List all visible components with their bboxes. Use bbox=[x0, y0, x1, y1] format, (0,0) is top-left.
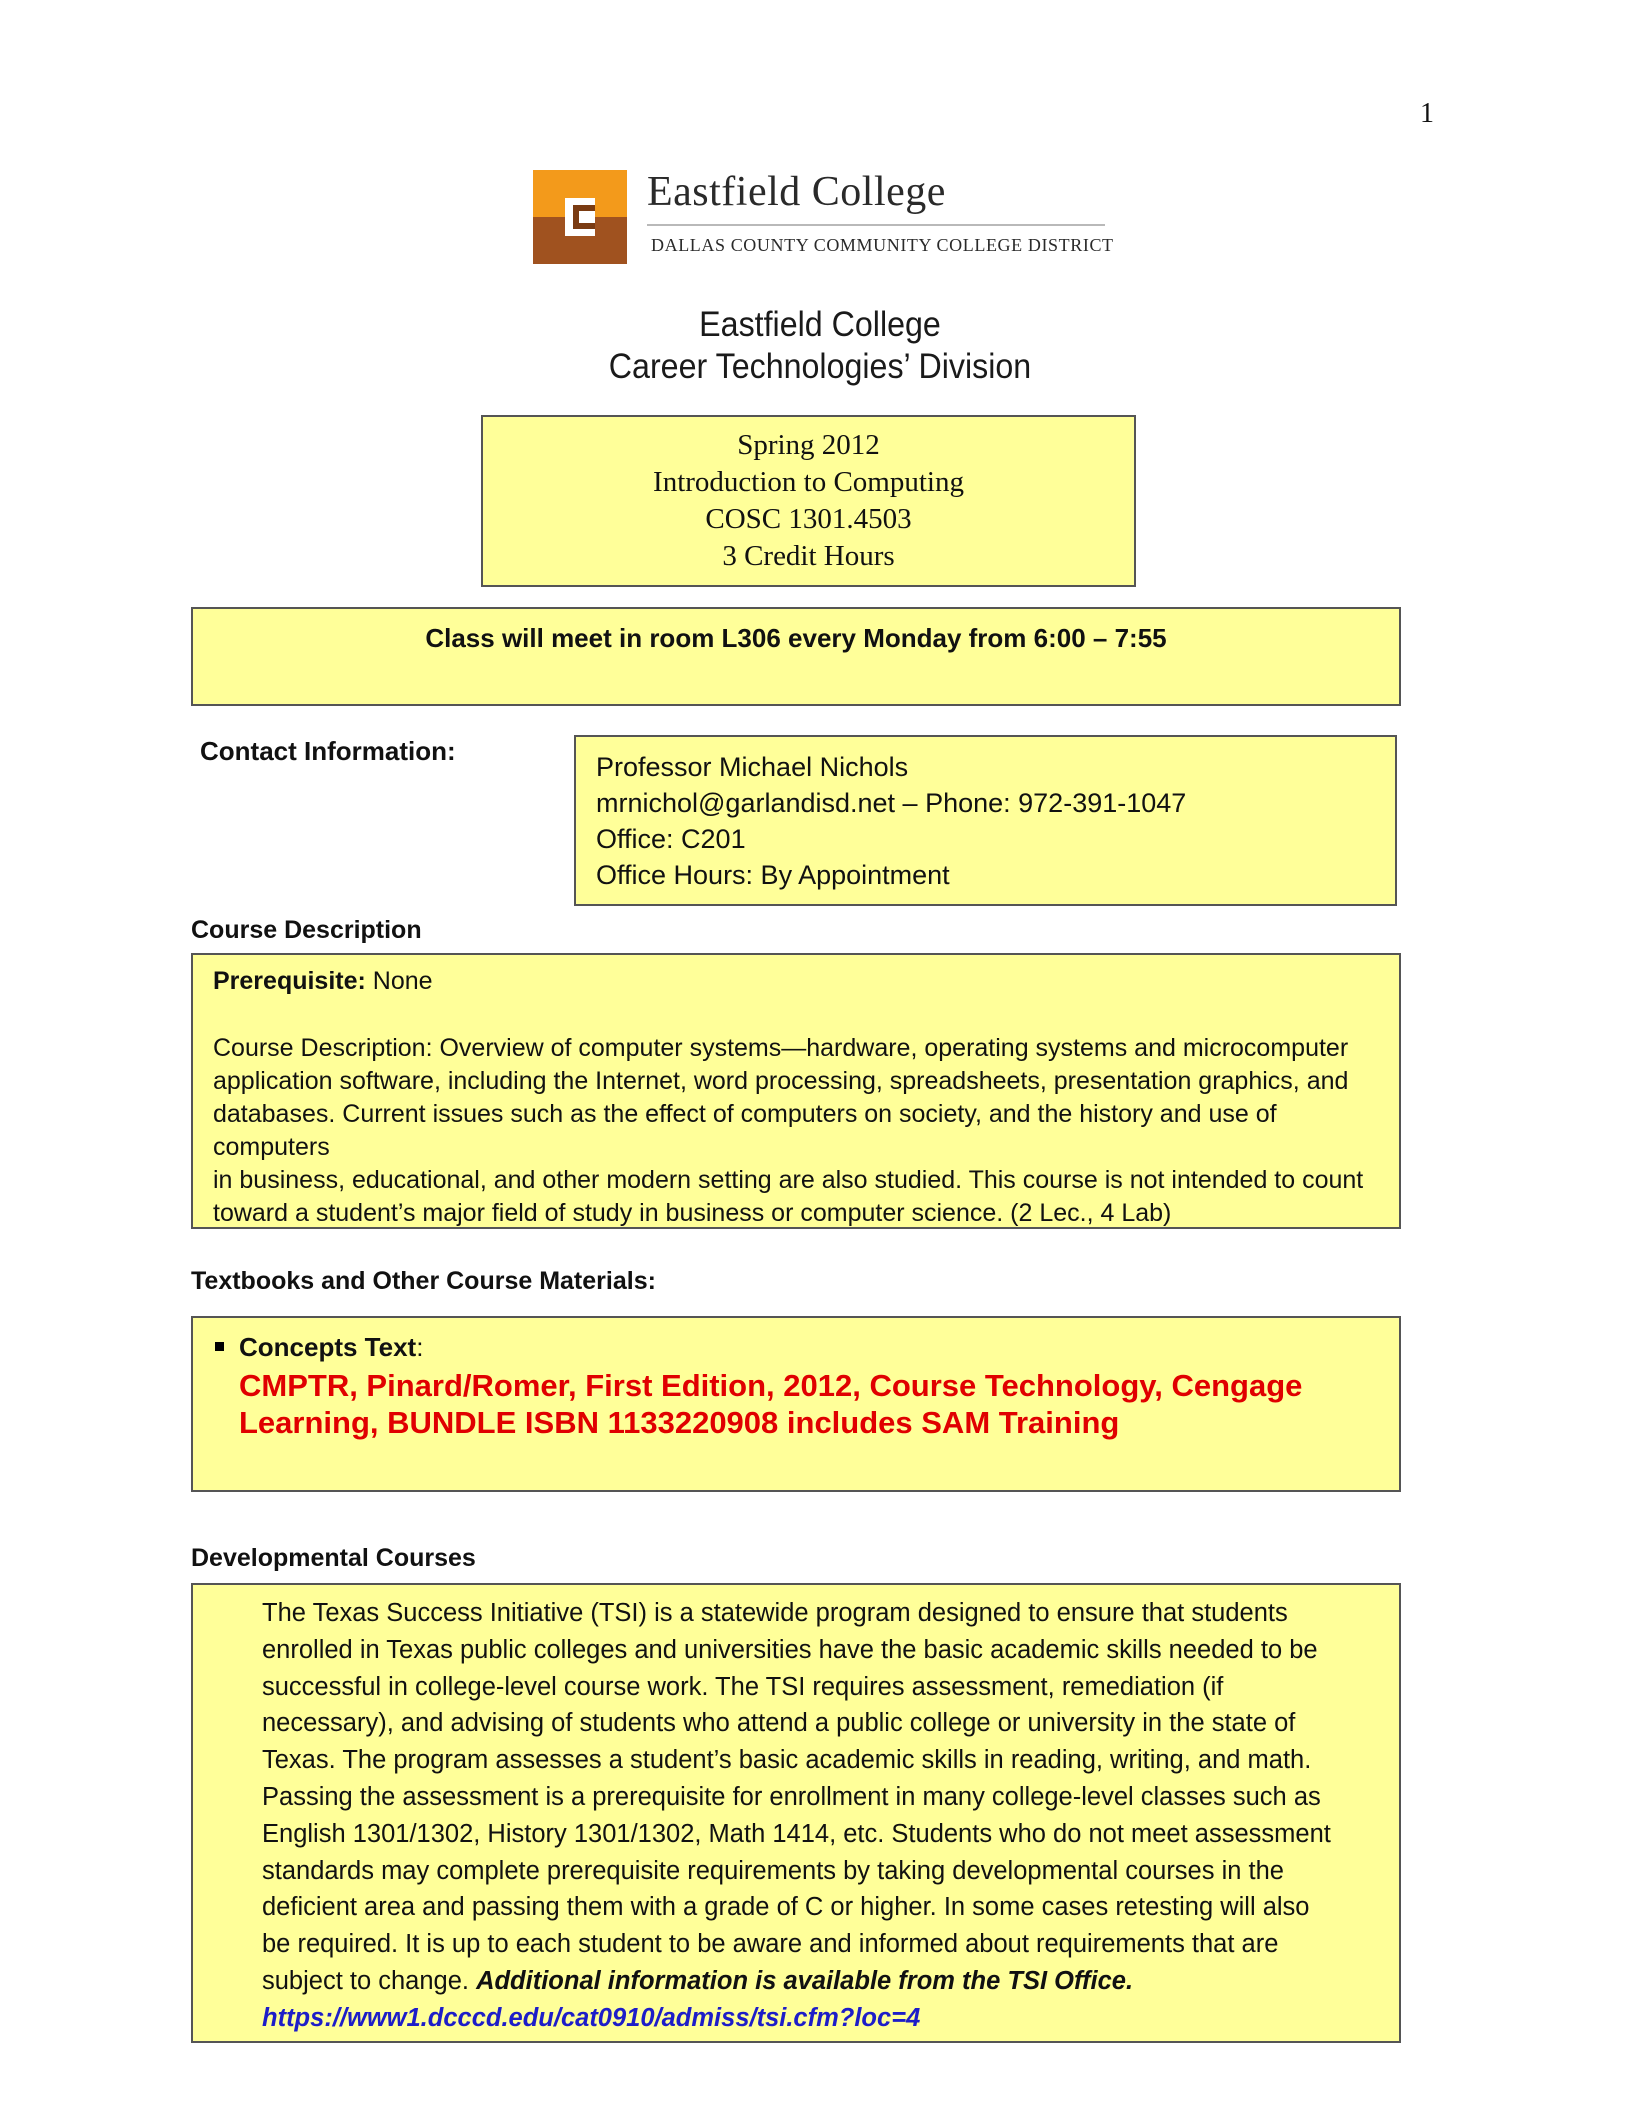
developmental-line: English 1301/1302, History 1301/1302, Math 1414, etc. Students who do not meet assessment bbox=[262, 1819, 1331, 1848]
logo-college-name: Eastfield College bbox=[647, 169, 946, 215]
eastfield-logo-icon bbox=[533, 170, 627, 264]
logo-divider bbox=[647, 224, 1105, 226]
contact-office: Office: C201 bbox=[596, 824, 746, 854]
description-line: databases. Current issues such as the effect of computers on society, and the history and use of computers bbox=[213, 1100, 1277, 1161]
developmental-line: Passing the assessment is a prerequisite for enrollment in many college-level classes such as bbox=[262, 1782, 1321, 1811]
description-line: Course Description: Overview of computer systems—hardware, operating systems and microcomputer bbox=[213, 1034, 1349, 1062]
header-college: Eastfield College bbox=[699, 305, 941, 344]
meeting-box bbox=[191, 607, 1401, 706]
course-code: COSC 1301.4503 bbox=[705, 503, 912, 535]
page-number: 1 bbox=[1420, 98, 1434, 129]
course-description-heading: Course Description bbox=[191, 916, 422, 944]
course-description-box bbox=[191, 953, 1401, 1229]
logo-district-name: DALLAS COUNTY COMMUNITY COLLEGE DISTRICT bbox=[651, 235, 1114, 255]
developmental-line: necessary), and advising of students who attend a public college or university in the state of bbox=[262, 1709, 1296, 1738]
developmental-line: be required. It is up to each student to be aware and informed about requirements that are bbox=[262, 1930, 1279, 1959]
prerequisite-value: None bbox=[365, 967, 433, 995]
developmental-line: successful in college-level course work. The TSI requires assessment, remediation (if bbox=[262, 1672, 1224, 1701]
developmental-box bbox=[191, 1583, 1401, 2043]
description-line: in business, educational, and other modern setting are also studied. This course is not intended to count bbox=[213, 1166, 1364, 1194]
textbooks-heading: Textbooks and Other Course Materials: bbox=[191, 1267, 656, 1295]
contact-label: Contact Information: bbox=[200, 736, 456, 766]
textbook-line: CMPTR, Pinard/Romer, First Edition, 2012, Course Technology, Cengage bbox=[239, 1368, 1303, 1403]
concepts-colon: : bbox=[416, 1332, 424, 1362]
course-term: Spring 2012 bbox=[737, 429, 880, 461]
course-info-box bbox=[481, 415, 1136, 587]
contact-hours: Office Hours: By Appointment bbox=[596, 860, 950, 890]
header-division: Career Technologies’ Division bbox=[608, 347, 1032, 386]
developmental-line: Texas. The program assesses a student’s basic academic skills in reading, writing, and math. bbox=[262, 1746, 1312, 1775]
developmental-heading: Developmental Courses bbox=[191, 1544, 476, 1572]
tsi-link[interactable]: https://www1.dcccd.edu/cat0910/admiss/tsi.cfm?loc=4 bbox=[262, 2003, 921, 2032]
prerequisite-label: Prerequisite: bbox=[213, 967, 366, 995]
course-credits: 3 Credit Hours bbox=[722, 540, 895, 572]
developmental-line: standards may complete prerequisite requirements by taking developmental courses in the bbox=[262, 1856, 1284, 1885]
course-title: Introduction to Computing bbox=[653, 466, 964, 498]
description-line: application software, including the Internet, word processing, spreadsheets, presentation graphics, and bbox=[213, 1067, 1349, 1095]
developmental-last-line: subject to change. bbox=[262, 1966, 477, 1995]
textbooks-box bbox=[191, 1316, 1401, 1492]
concepts-label: Concepts Text bbox=[239, 1332, 417, 1362]
concepts-text-item bbox=[239, 1332, 1399, 1441]
bullet-icon bbox=[215, 1342, 224, 1351]
contact-box bbox=[574, 735, 1397, 906]
developmental-line: deficient area and passing them with a grade of C or higher. In some cases retesting will also bbox=[262, 1893, 1310, 1922]
contact-professor: Professor Michael Nichols bbox=[596, 752, 909, 782]
tsi-office-note: Additional information is available from the TSI Office. bbox=[476, 1966, 1134, 1995]
textbook-line: Learning, BUNDLE ISBN 1133220908 includes SAM Training bbox=[239, 1405, 1120, 1440]
developmental-line: The Texas Success Initiative (TSI) is a statewide program designed to ensure that students bbox=[262, 1599, 1288, 1627]
meeting-text: Class will meet in room L306 every Monday from 6:00 – 7:55 bbox=[425, 623, 1167, 653]
description-line: toward a student’s major field of study in business or computer science. (2 Lec., 4 Lab) bbox=[213, 1199, 1172, 1227]
developmental-line: enrolled in Texas public colleges and universities have the basic academic skills needed to be bbox=[262, 1635, 1318, 1664]
contact-email-phone: mrnichol@garlandisd.net – Phone: 972-391-1047 bbox=[596, 788, 1187, 818]
